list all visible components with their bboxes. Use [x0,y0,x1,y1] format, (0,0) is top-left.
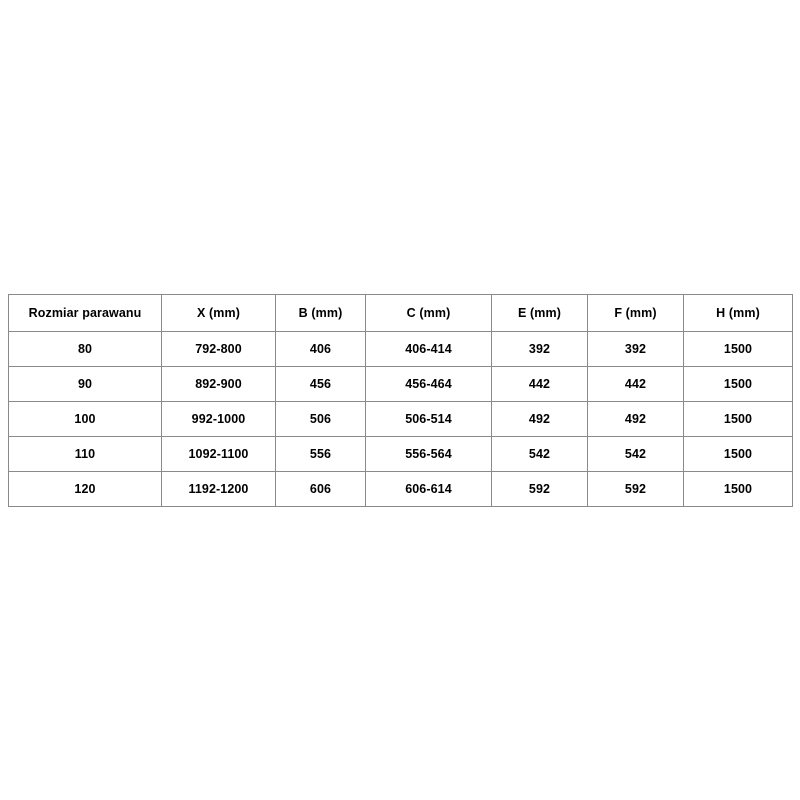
cell-f: 492 [588,402,684,437]
table-row [9,472,793,507]
cell-c: 406-414 [366,332,492,367]
column-header-c: C (mm) [366,295,492,332]
table-row [9,437,793,472]
cell-rozmiar: 80 [9,332,162,367]
cell-c: 606-614 [366,472,492,507]
table-header-row [9,295,793,332]
cell-b: 506 [276,402,366,437]
cell-e: 442 [492,367,588,402]
column-header-h: H (mm) [684,295,793,332]
cell-f: 442 [588,367,684,402]
table-row [9,367,793,402]
cell-x: 1192-1200 [162,472,276,507]
cell-rozmiar: 90 [9,367,162,402]
cell-f: 392 [588,332,684,367]
cell-e: 592 [492,472,588,507]
cell-h: 1500 [684,437,793,472]
table-row [9,402,793,437]
cell-c: 506-514 [366,402,492,437]
cell-f: 592 [588,472,684,507]
table-row [9,332,793,367]
cell-b: 556 [276,437,366,472]
column-header-rozmiar-parawanu: Rozmiar parawanu [9,295,162,332]
column-header-x: X (mm) [162,295,276,332]
cell-b: 606 [276,472,366,507]
cell-c: 456-464 [366,367,492,402]
cell-b: 406 [276,332,366,367]
cell-x: 1092-1100 [162,437,276,472]
specification-table-container [8,294,792,507]
cell-b: 456 [276,367,366,402]
cell-h: 1500 [684,332,793,367]
column-header-f: F (mm) [588,295,684,332]
cell-x: 792-800 [162,332,276,367]
table-body [9,332,793,507]
cell-c: 556-564 [366,437,492,472]
column-header-e: E (mm) [492,295,588,332]
cell-h: 1500 [684,402,793,437]
table-header [9,295,793,332]
cell-e: 542 [492,437,588,472]
cell-e: 492 [492,402,588,437]
column-header-b: B (mm) [276,295,366,332]
cell-h: 1500 [684,367,793,402]
cell-x: 992-1000 [162,402,276,437]
cell-f: 542 [588,437,684,472]
specification-table [8,294,793,507]
cell-rozmiar: 120 [9,472,162,507]
cell-x: 892-900 [162,367,276,402]
cell-rozmiar: 100 [9,402,162,437]
cell-rozmiar: 110 [9,437,162,472]
cell-e: 392 [492,332,588,367]
cell-h: 1500 [684,472,793,507]
